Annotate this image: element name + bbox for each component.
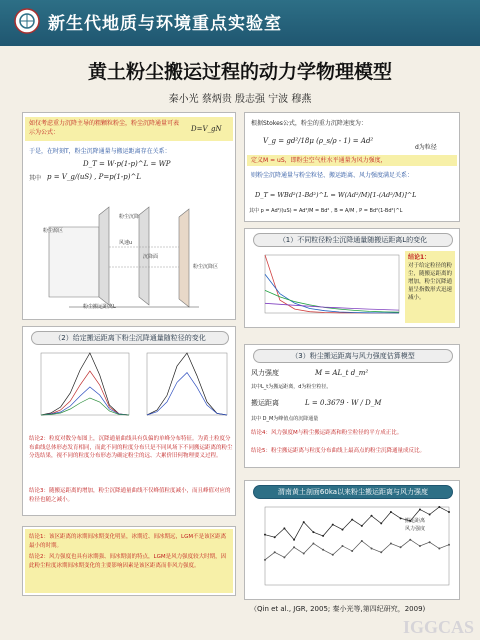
panel-flux-vs-grain xyxy=(22,326,236,516)
conclusion1-text: 对于给定粒径的粉尘，随搬运距离的增加，粉尘沉降通量呈指数形式迅速减小。 xyxy=(408,263,453,301)
diagram-label-source: 粉尘源区 xyxy=(43,228,64,234)
panel-final-conclusions xyxy=(22,526,236,596)
data-point xyxy=(419,545,421,547)
data-point xyxy=(351,519,353,521)
data-point xyxy=(448,511,450,513)
paper-title: 黄土粉尘搬运过程的动力学物理模型 xyxy=(87,61,392,83)
panel-model-setup xyxy=(22,112,236,320)
legend-wind: 风力强度 xyxy=(405,526,426,532)
definition-text: 定义M = uS，即粉尘空气柱水平通量为风力强度， xyxy=(251,157,387,164)
data-point xyxy=(429,541,431,543)
flux-distance-chart xyxy=(253,251,403,323)
data-point xyxy=(312,542,314,544)
plot-area xyxy=(147,353,227,415)
data-point xyxy=(438,548,440,550)
intro-equation: D=V_gN xyxy=(191,125,222,133)
data-point xyxy=(332,524,334,526)
main-equation: D_T = WBd²(1-Bd²)^L = W(Ad²/M)[1-(Ad²/M)]^L xyxy=(255,191,417,199)
equation-note: 其中 p = Ad²/(uS) = Ad²/M = Bd² , B = A/M , P = Bd²(1-Bd²)^L xyxy=(249,208,403,214)
lab-logo-icon xyxy=(14,8,40,34)
distance-equation: L = 0.3679 · W / D_M xyxy=(305,399,382,407)
data-point xyxy=(380,551,382,553)
data-point xyxy=(283,556,285,558)
data-point xyxy=(312,531,314,533)
distance-label: 搬运距离 xyxy=(251,399,279,407)
wind-equation: M = AL_t d_m² xyxy=(315,369,369,377)
data-point xyxy=(390,542,392,544)
data-point xyxy=(274,536,276,538)
conclusion2-text: 结论2：粒度对数分布图上，沉降通量曲线具有负偏的单峰分布特征。为黄土粒度分布曲线总体形态发育相同，而此不同的粒度分布只是不同风场下不同搬运距离的粉尘分选结果，视不同的粒度分布形态为确定粉尘的远、大累价旧何物理要义过程。 xyxy=(29,436,233,459)
data-point xyxy=(371,548,373,550)
data-point xyxy=(341,545,343,547)
conclusion1-title: 结论1： xyxy=(408,254,431,261)
relation2-text: 则粉尘沉降通量与粉尘粒径、搬运距离、风力强度满足关系： xyxy=(251,172,414,179)
stokes-equation: V_g = gd²/18μ (ρ_s/ρ - 1) = Ad² xyxy=(263,137,374,145)
panel5-heading: （3）粉尘搬运距离与风力强度估算模型 xyxy=(253,349,453,363)
panel-estimation-model xyxy=(244,344,460,468)
intro-text: 如仅考虑重力沉降主导的粗颗粒粉尘，粉尘沉降通量可表示为公式： xyxy=(29,120,180,136)
flux-grain-chart-1 xyxy=(29,349,133,425)
data-point xyxy=(409,539,411,541)
citation: （Qin et al., JGR, 2005; 秦小光等,第四纪研究，2009) xyxy=(250,605,426,613)
data-point xyxy=(351,550,353,552)
final-conclusion2: 结论2：风力强度也具有冰期强、间冰期弱的特点，LGM是风力强度较大时期，因此粉尘粒度冰期间冰期变化的主要影响因素是该区距离而非风力强度。 xyxy=(29,554,227,569)
conclusion3-text: 结论3：随搬运距离的增加，粉尘沉降通量曲线不仅峰值粒度减小，而且峰值对应的粒径也随之减小。 xyxy=(29,488,231,503)
panel-stokes xyxy=(244,112,460,222)
panel6-heading: 渭南黄土剖面60ka以来粉尘搬运距离与风力强度 xyxy=(253,485,453,499)
conclusion5-text: 结论5：粉尘搬运距离与粒度分布曲线上最高点的粉尘沉降通量成反比。 xyxy=(251,448,426,454)
lab-title: 新生代地质与环境重点实验室 xyxy=(48,14,282,34)
data-point xyxy=(283,527,285,529)
legend-distance: 搬运距离 xyxy=(405,518,426,524)
wind-note: 其中L_t为搬运距离，d为粉尘粒径。 xyxy=(251,384,332,390)
data-point xyxy=(361,540,363,542)
data-point xyxy=(419,509,421,511)
data-point xyxy=(448,544,450,546)
transport-diagram xyxy=(29,187,231,317)
panel-weinan-record xyxy=(244,480,460,600)
data-point xyxy=(293,546,295,548)
conclusion4-text: 结论4：风力强度M与粉尘搬运距离和粉尘粒径的平方成正比。 xyxy=(251,430,403,436)
diagram-label-distance: 粉尘搬运距离L xyxy=(83,304,116,310)
flux-grain-chart-2 xyxy=(135,349,231,425)
data-point xyxy=(264,534,266,536)
header-bar xyxy=(0,0,480,46)
p-equation: p = V_g/(uS) , P=p(1-p)^L xyxy=(47,173,141,181)
wind-label: 风力强度 xyxy=(251,369,279,377)
data-point xyxy=(341,529,343,531)
data-point xyxy=(264,559,266,561)
data-point xyxy=(438,506,440,508)
distance-note: 其中 D_M为峰值点的沉降通量 xyxy=(251,416,319,422)
data-point xyxy=(322,549,324,551)
data-point xyxy=(400,546,402,548)
diagram-label-surface: 沉降面 xyxy=(143,254,159,260)
plot-area xyxy=(41,353,129,415)
data-point xyxy=(303,553,305,555)
data-point xyxy=(293,539,295,541)
where-prefix: 其中 xyxy=(29,175,42,182)
data-point xyxy=(380,522,382,524)
data-point xyxy=(400,517,402,519)
final-conclusion1: 结论1：该区距离的冰期间冰期变化明显，冰期近、间冰期远，LGM不是该区距离最小的时期。 xyxy=(29,534,227,549)
data-point xyxy=(361,525,363,527)
diagram-label-zone: 粉尘沉降区 xyxy=(193,264,219,270)
panel3-heading: （1）不同粒径粉尘沉降通量随搬运距离L的变化 xyxy=(253,233,453,247)
flux-equation: D_T = W·p(1-p)^L = WP xyxy=(83,160,171,168)
data-point xyxy=(303,521,305,523)
data-point xyxy=(429,514,431,516)
data-point xyxy=(322,535,324,537)
panel-flux-vs-distance xyxy=(244,228,460,328)
data-point xyxy=(390,511,392,513)
watermark: IGGCAS xyxy=(402,617,474,637)
paper-authors: 秦小光 蔡炳贵 殷志强 宁波 穆燕 xyxy=(168,94,312,105)
data-point xyxy=(371,515,373,517)
diagram-label-deposit: 粉尘沉降 xyxy=(119,214,140,220)
stokes-text: 根据Stokes公式，粉尘的重力沉降速度为： xyxy=(251,120,367,127)
diagram-label-wind: 风速u xyxy=(119,240,133,246)
relation-text: 于是，在时刻T，粉尘沉降通量与搬运距离存在关系： xyxy=(29,148,171,155)
data-point xyxy=(332,554,334,556)
panel4-heading: （2）给定搬运距离下粉尘沉降通量随粒径的变化 xyxy=(31,331,229,345)
grain-size-note: d为粒径 xyxy=(415,144,437,151)
data-point xyxy=(274,551,276,553)
